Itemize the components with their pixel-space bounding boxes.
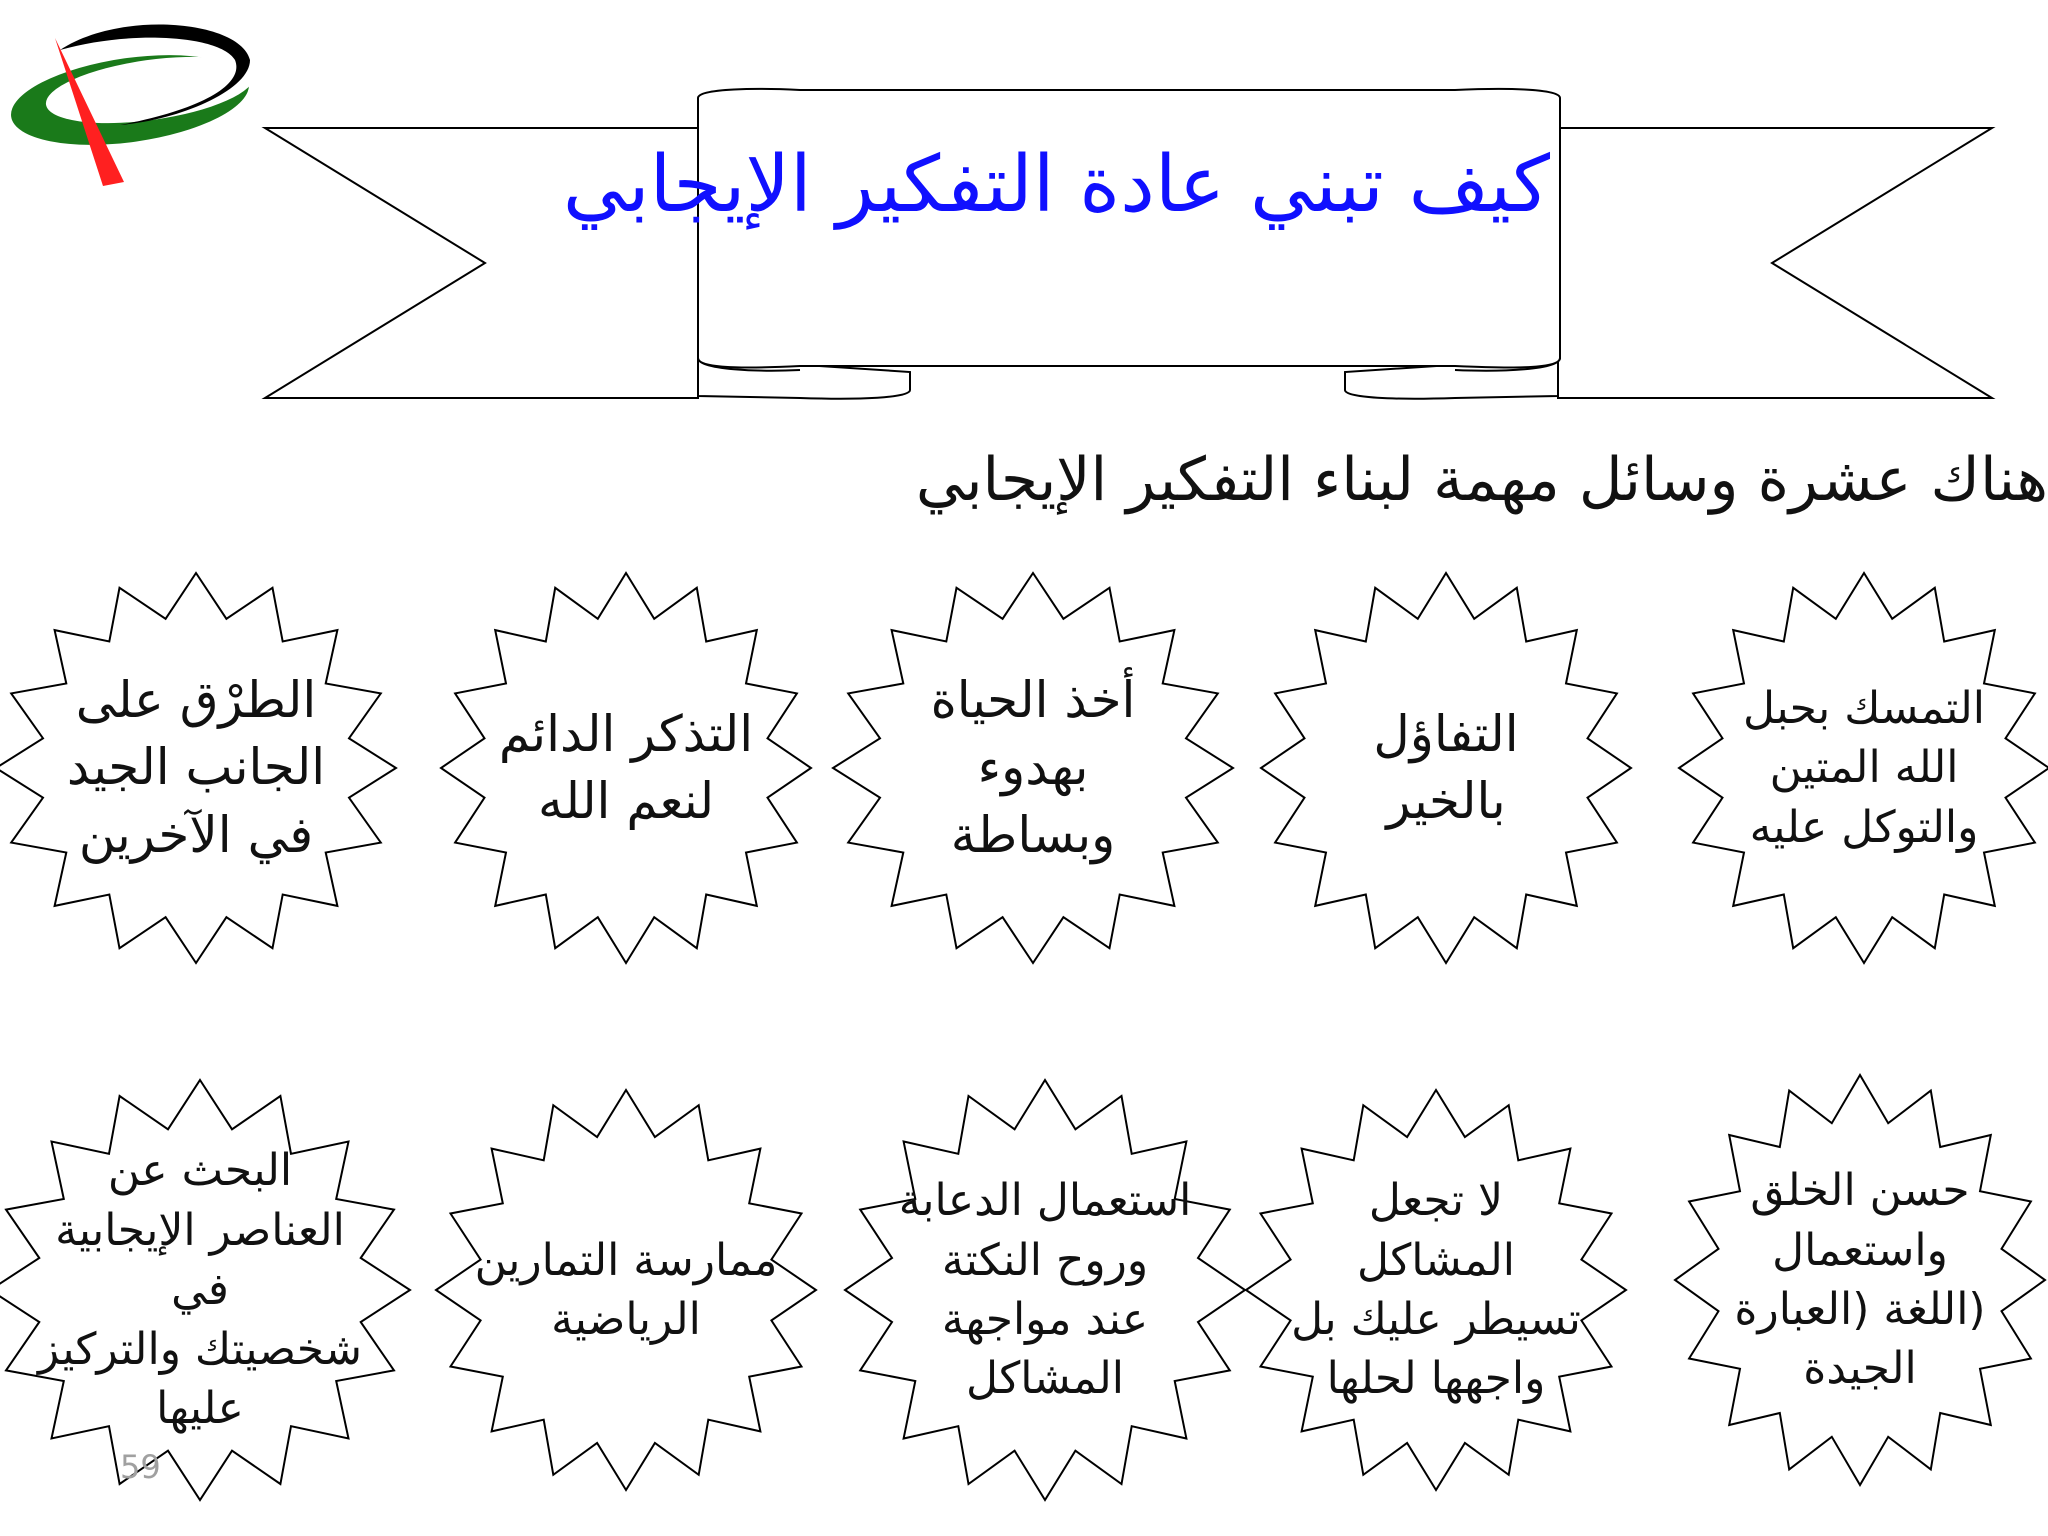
starburst-text: الطرْق على الجانب الجيد في الآخرين: [66, 670, 326, 864]
slide-subtitle: هناك عشرة وسائل مهمة لبناء التفكير الإيجابي: [915, 445, 2048, 515]
starburst-text: لا تجعل المشاكل تسيطر عليك بل واجهها لحلها: [1291, 1175, 1581, 1405]
page-number: 59: [120, 1448, 161, 1486]
starburst-text: التفاؤل بالخير: [1373, 704, 1519, 830]
starburst-text: التمسك بحبل الله المتين والتوكل عليه: [1743, 682, 1985, 853]
starburst-text: البحث عن العناصر الإيجابية في شخصيتك والتركيز عليها: [38, 1145, 362, 1435]
starburst-text: التذكر الدائم لنعم الله: [498, 704, 754, 830]
starburst-text: أخذ الحياة بهدوء وبساطة: [930, 670, 1136, 864]
starburst-text: حسن الخلق واستعمال (اللغة (العبارة الجيدة: [1734, 1165, 1986, 1395]
starburst-text: ممارسة التمارين الرياضية: [474, 1234, 778, 1345]
slide-title: كيف تبني عادة التفكير الإيجابي: [562, 140, 1550, 230]
starburst-text: استعمال الدعابة وروح النكتة عند مواجهة المشاكل: [898, 1175, 1192, 1405]
logo-icon: [5, 25, 258, 186]
